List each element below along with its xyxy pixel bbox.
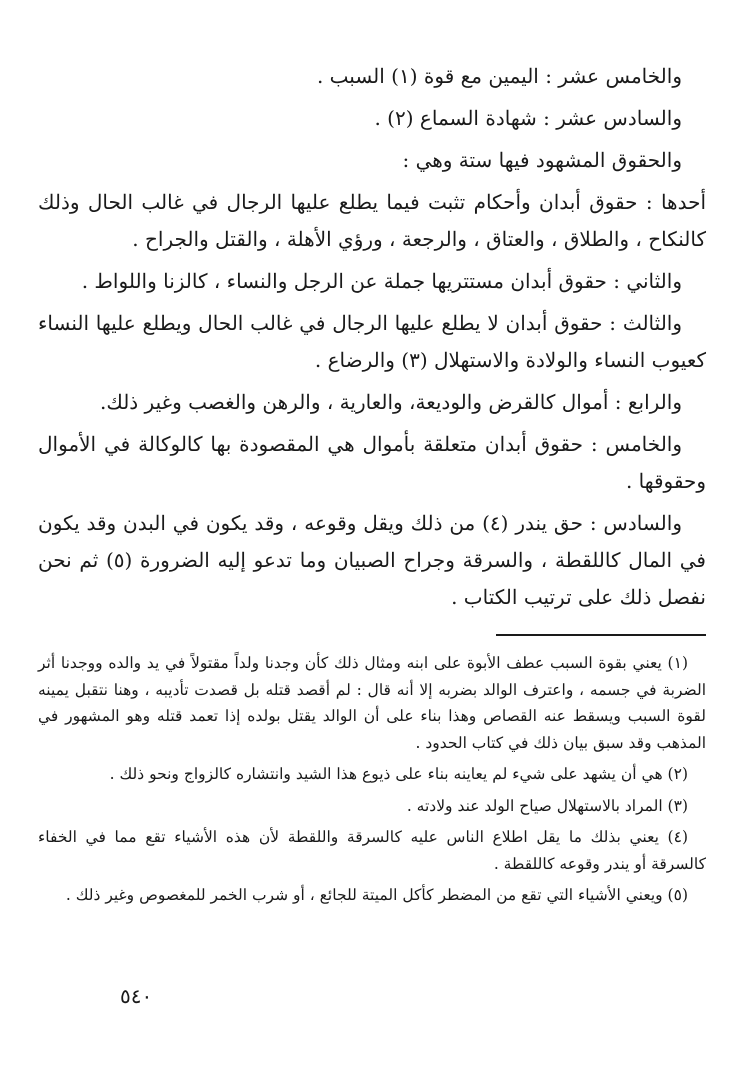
paragraph-3: والحقوق المشهود فيها ستة وهي : — [402, 148, 682, 172]
page-number: ٥٤٠ — [120, 984, 153, 1008]
footnotes — [38, 650, 706, 909]
footnote-3: (٣) المراد بالاستهلال صياح الولد عند ولادته . — [406, 796, 688, 815]
footnote-5: (٥) ويعني الأشياء التي تقع من المضطر كأكل الميتة للجائع ، أو شرب الخمر للمغصوص وغير ذلك . — [65, 886, 688, 904]
paragraph-1: والخامس عشر : اليمين مع قوة (١) السبب . — [316, 64, 682, 88]
paragraph-5: والثاني : حقوق أبدان مستتريها جملة عن الرجل والنساء ، كالزنا واللواط . — [81, 269, 682, 293]
footnote-2: (٢) هي أن يشهد على شيء لم يعاينه بناء على ذيوع هذا الشيد وانتشاره كالزواج ونحو ذلك . — [109, 765, 688, 783]
paragraph-2: والسادس عشر : شهادة السماع (٢) . — [374, 106, 682, 130]
paragraph-6: والثالث : حقوق أبدان لا يطلع عليها الرجال في غالب الحال ويطلع عليها النساء كعيوب النساء والولادة والاستهلال (٣) والرضاع . — [38, 311, 706, 372]
footnote-4: (٤) يعني بذلك ما يقل اطلاع الناس عليه كالسرقة واللقطة لأن هذه الأشياء تقع مما في الخفاء كالسرقة أو يندر وقوعه كاللقطة . — [38, 828, 706, 873]
footnote-1: (١) يعني بقوة السبب عطف الأبوة على ابنه ومثال ذلك كأن وجدنا ولداً مقتولاً في يد والده ووجدنا أثر الضربة في جسمه ، واعترف الوالد بضربه إلا أنه قال : لم أقصد قتله بل قصدت تأديبه ، وهنا نتقبل يمينه لقوة السبب ويسقط عنه القصاص وهذا بناء على أن الوالد يقتل بولده إذا تعمد قتله وهو المشهور في المذهب وقد سبق بيان ذلك في كتاب الحدود . — [38, 654, 706, 752]
paragraph-4: أحدها : حقوق أبدان وأحكام تثبت فيما يطلع عليها الرجال في غالب الحال وذلك كالنكاح ، والطلاق ، والعتاق ، والرجعة ، ورؤي الأهلة ، والقتل والجراح . — [38, 190, 706, 251]
footnote-separator — [496, 634, 706, 636]
main-text — [38, 58, 706, 616]
paragraph-8: والخامس : حقوق أبدان متعلقة بأموال هي المقصودة بها كالوكالة في الأموال وحقوقها . — [38, 432, 706, 493]
paragraph-7: والرابع : أموال كالقرض والوديعة، والعارية ، والرهن والغصب وغير ذلك. — [99, 390, 682, 414]
paragraph-9: والسادس : حق يندر (٤) من ذلك ويقل وقوعه ، وقد يكون في البدن وقد يكون في المال كاللقطة ، والسرقة وجراح الصبيان وما تدعو إليه الضرورة (٥) ثم نحن نفصل ذلك على ترتيب الكتاب . — [38, 511, 706, 609]
